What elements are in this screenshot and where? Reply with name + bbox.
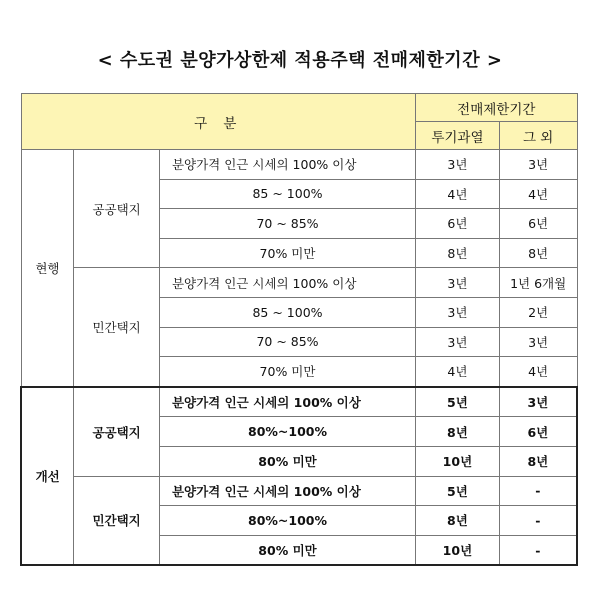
other-cell: 6년	[499, 417, 577, 447]
other-cell: 4년	[499, 357, 577, 387]
speculative-cell: 8년	[416, 417, 500, 447]
other-cell: -	[499, 535, 577, 565]
other-cell: 1년 6개월	[499, 268, 577, 298]
condition-cell: 80%~100%	[159, 506, 415, 536]
speculative-cell: 3년	[416, 268, 500, 298]
other-cell: -	[499, 506, 577, 536]
other-cell: -	[499, 476, 577, 506]
speculative-cell: 3년	[416, 150, 500, 180]
speculative-cell: 8년	[416, 238, 500, 268]
condition-cell: 70 ~ 85%	[159, 327, 415, 357]
other-cell: 6년	[499, 209, 577, 239]
condition-cell: 분양가격 인근 시세의 100% 이상	[159, 268, 415, 298]
speculative-cell: 5년	[416, 476, 500, 506]
speculative-cell: 5년	[416, 387, 500, 417]
condition-cell: 70% 미만	[159, 238, 415, 268]
speculative-cell: 10년	[416, 535, 500, 565]
speculative-cell: 6년	[416, 209, 500, 239]
header-speculative: 투기과열	[416, 122, 500, 150]
condition-cell: 80%~100%	[159, 417, 415, 447]
other-cell: 8년	[499, 446, 577, 476]
group-current-public: 공공택지	[74, 150, 160, 268]
section-current: 현행	[21, 150, 74, 387]
page-title: < 수도권 분양가상한제 적용주택 전매제한기간 >	[97, 50, 503, 71]
condition-cell: 분양가격 인근 시세의 100% 이상	[159, 476, 415, 506]
condition-cell: 80% 미만	[159, 446, 415, 476]
speculative-cell: 3년	[416, 327, 500, 357]
other-cell: 2년	[499, 297, 577, 327]
speculative-cell: 10년	[416, 446, 500, 476]
condition-cell: 분양가격 인근 시세의 100% 이상	[159, 387, 415, 417]
other-cell: 3년	[499, 327, 577, 357]
header-other: 그 외	[499, 122, 577, 150]
other-cell: 3년	[499, 387, 577, 417]
section-improved: 개선	[21, 387, 74, 566]
speculative-cell: 8년	[416, 506, 500, 536]
group-current-private: 민간택지	[74, 268, 160, 387]
speculative-cell: 4년	[416, 179, 500, 209]
condition-cell: 85 ~ 100%	[159, 297, 415, 327]
other-cell: 4년	[499, 179, 577, 209]
other-cell: 8년	[499, 238, 577, 268]
condition-cell: 분양가격 인근 시세의 100% 이상	[159, 150, 415, 180]
resale-restriction-table	[20, 93, 578, 566]
condition-cell: 85 ~ 100%	[159, 179, 415, 209]
group-improved-private: 민간택지	[74, 476, 160, 565]
speculative-cell: 3년	[416, 297, 500, 327]
header-period: 전매제한기간	[416, 94, 577, 122]
group-improved-public: 공공택지	[74, 387, 160, 476]
speculative-cell: 4년	[416, 357, 500, 387]
other-cell: 3년	[499, 150, 577, 180]
condition-cell: 70% 미만	[159, 357, 415, 387]
condition-cell: 70 ~ 85%	[159, 209, 415, 239]
header-category: 구 분	[21, 94, 416, 150]
condition-cell: 80% 미만	[159, 535, 415, 565]
